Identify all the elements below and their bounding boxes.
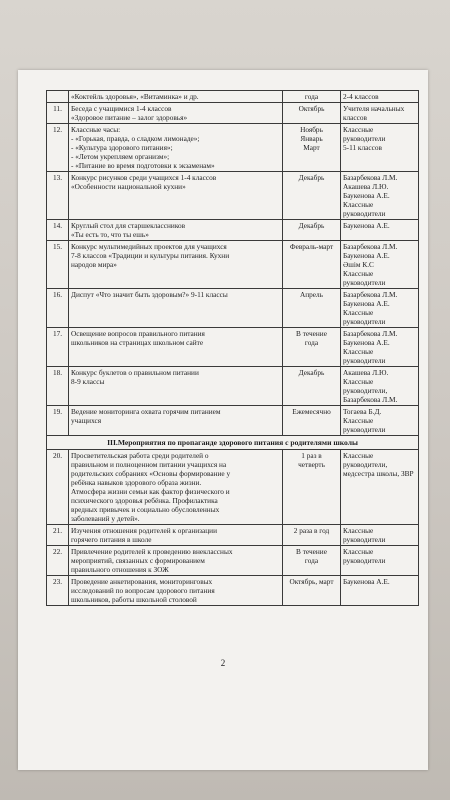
event-cell-line: - «Культура здорового питания»; [71, 143, 173, 152]
responsible-cell-line: Классные руководители [343, 347, 386, 365]
section-row-group [47, 436, 419, 450]
event-cell [69, 124, 283, 172]
date-cell [283, 450, 341, 525]
page-number: 2 [220, 658, 226, 668]
responsible-cell-line: Тогаева Б.Д. [343, 407, 382, 416]
event-cell [69, 328, 283, 367]
responsible-cell-line: Акашева Л.Ю. [343, 368, 389, 377]
row-number: 20. [47, 450, 69, 525]
date-cell [283, 289, 341, 328]
date-cell [283, 220, 341, 241]
date-cell [283, 546, 341, 576]
date-cell-line: 2 раза в год [293, 526, 330, 535]
responsible-cell [341, 241, 419, 289]
date-cell [283, 241, 341, 289]
responsible-cell-line: Классные руководители [343, 125, 386, 143]
date-cell-line: Декабрь [298, 368, 325, 377]
event-cell-line: психического здоровья ребёнка. Профилактика [71, 496, 218, 505]
responsible-cell-line: Классные руководители, [343, 377, 388, 395]
responsible-cell-line: Базарбекова Л.М. [343, 395, 398, 404]
event-cell-line: «Коктейль здоровья», «Витаминка» и др. [71, 92, 199, 101]
event-cell-line: родительских собраниях «Основы формирование у [71, 469, 231, 478]
responsible-cell-line: Базарбекова Л.М. [343, 173, 398, 182]
event-cell [69, 241, 283, 289]
row-number: 23. [47, 576, 69, 606]
responsible-cell [341, 367, 419, 406]
date-cell-line: Декабрь [298, 221, 325, 230]
responsible-cell-line: Классные руководители, [343, 451, 388, 469]
row-number: 12. [47, 124, 69, 172]
date-cell-line: В течение [296, 547, 327, 556]
event-cell-line: Конкурс буклетов о правильном питании [71, 368, 199, 377]
event-cell-line: народов мира» [71, 260, 117, 269]
responsible-cell-line: Классные руководители [343, 200, 386, 218]
event-cell-line: школьников, работы школьной столовой [71, 595, 197, 604]
event-cell-line: - «Питание во время подготовки к экзаменам» [71, 161, 215, 170]
table-row [47, 546, 419, 576]
event-cell [69, 367, 283, 406]
responsible-cell [341, 525, 419, 546]
date-cell-line: года [304, 338, 319, 347]
responsible-cell-line: Баукенова А.Е. [343, 577, 390, 586]
responsible-cell-line: Базарбекова Л.М. [343, 329, 398, 338]
responsible-cell-line: Базарбекова Л.М. [343, 242, 398, 251]
responsible-cell [341, 91, 419, 103]
row-number [47, 91, 69, 103]
event-cell [69, 450, 283, 525]
date-cell [283, 103, 341, 124]
event-cell-line: Изучения отношения родителей к организации [71, 526, 217, 535]
date-cell-line: Март [303, 143, 320, 152]
table-row [47, 576, 419, 606]
date-cell [283, 525, 341, 546]
event-cell-line: Проведение анкетирования, мониторинговых [71, 577, 213, 586]
date-cell-line: четверть [298, 460, 325, 469]
responsible-cell-line: 5-11 классов [343, 143, 382, 152]
table-row [47, 241, 419, 289]
table-row [47, 450, 419, 525]
responsible-cell-line: медсестра школы, ЗВР [343, 469, 414, 478]
event-cell [69, 220, 283, 241]
date-cell-line: Февраль-март [289, 242, 334, 251]
table-row [47, 172, 419, 220]
table-row [47, 406, 419, 436]
responsible-cell-line: руководители [343, 535, 386, 544]
event-cell-line: Конкурс рисунков среди учащихся 1-4 классов [71, 173, 217, 182]
date-cell [283, 576, 341, 606]
responsible-cell-line: Баукенова А.Е. [343, 191, 390, 200]
responsible-cell-line: 2-4 классов [343, 92, 379, 101]
events-rows-lower [47, 450, 419, 606]
table-row [47, 91, 419, 103]
responsible-cell [341, 406, 419, 436]
event-cell-line: вредных привычек и социально обусловленных [71, 505, 220, 514]
responsible-cell-line: Акашева Л.Ю. [343, 182, 389, 191]
responsible-cell [341, 546, 419, 576]
date-cell-line: Декабрь [298, 173, 325, 182]
events-table [46, 90, 419, 606]
event-cell-line: правильного отношения к ЗОЖ [71, 565, 169, 574]
date-cell [283, 328, 341, 367]
date-cell-line: 1 раз в [301, 451, 322, 460]
row-number: 21. [47, 525, 69, 546]
event-cell [69, 172, 283, 220]
event-cell-line: «Особенности национальной кухни» [71, 182, 186, 191]
date-cell [283, 367, 341, 406]
date-cell-line: Январь [300, 134, 323, 143]
row-number: 11. [47, 103, 69, 124]
event-cell [69, 576, 283, 606]
event-cell [69, 406, 283, 436]
event-cell-line: Атмосфера жизни семьи как фактор физического и [71, 487, 230, 496]
date-cell-line: Октябрь [298, 104, 325, 113]
table-row [47, 525, 419, 546]
row-number: 15. [47, 241, 69, 289]
event-cell-line: Привлечение родителей к проведению внеклассных [71, 547, 233, 556]
event-cell-line: исследований по вопросам здорового питания [71, 586, 215, 595]
responsible-cell-line: Классные руководители [343, 308, 386, 326]
event-cell-line: мероприятий, связанных с формированием [71, 556, 205, 565]
table-row [47, 124, 419, 172]
responsible-cell [341, 289, 419, 328]
row-number: 18. [47, 367, 69, 406]
responsible-cell-line: Баукенова А.Е. [343, 299, 390, 308]
date-cell [283, 91, 341, 103]
table-row [47, 220, 419, 241]
table-row [47, 103, 419, 124]
event-cell-line: «Здоровое питание – залог здоровья» [71, 113, 188, 122]
event-cell-line: школьников на страницах школьном сайте [71, 338, 204, 347]
responsible-cell-line: Баукенова А.Е. [343, 338, 390, 347]
row-number: 13. [47, 172, 69, 220]
responsible-cell-line: Учителя начальных [343, 104, 405, 113]
date-cell [283, 124, 341, 172]
event-cell-line: Конкурс мультимедийных проектов для учащихся [71, 242, 227, 251]
row-number: 14. [47, 220, 69, 241]
event-cell-line: Беседа с учащимися 1-4 классов [71, 104, 172, 113]
responsible-cell [341, 576, 419, 606]
responsible-cell-line: классов [343, 113, 367, 122]
event-cell-line: Просветительская работа среди родителей о [71, 451, 209, 460]
responsible-cell-line: Баукенова А.Е. [343, 251, 390, 260]
event-cell-line: 8-9 классы [71, 377, 105, 386]
event-cell-line: - «Горькая, правда, о сладком лимонаде»; [71, 134, 200, 143]
date-cell [283, 406, 341, 436]
date-cell-line: Октябрь, март [289, 577, 334, 586]
events-rows-upper [47, 91, 419, 436]
event-cell-line: Классные часы: [71, 125, 121, 134]
event-cell [69, 289, 283, 328]
section-row [47, 436, 419, 450]
responsible-cell-line: Классные [343, 526, 374, 535]
date-cell [283, 172, 341, 220]
date-cell-line: года [304, 92, 319, 101]
event-cell-line: 7-8 классов «Традиции и культуры питания. Кухни [71, 251, 230, 260]
document-page [18, 70, 428, 770]
event-cell-line: ребёнка навыков здорового образа жизни. [71, 478, 202, 487]
event-cell-line: - «Летом укрепляем организм»; [71, 152, 170, 161]
event-cell-line: Ведение мониторинга охвата горячим питанием [71, 407, 221, 416]
date-cell-line: Ежемесячно [292, 407, 331, 416]
date-cell-line: года [304, 556, 319, 565]
responsible-cell [341, 328, 419, 367]
event-cell-line: Диспут «Что значит быть здоровым?» 9-11 классы [71, 290, 228, 299]
responsible-cell-line: Базарбекова Л.М. [343, 290, 398, 299]
responsible-cell [341, 172, 419, 220]
event-cell-line: Освещение вопросов правильного питания [71, 329, 205, 338]
responsible-cell-line: Классные руководители [343, 269, 386, 287]
section-title: III.Мероприятия по пропаганде здорового питания с родителями школы [47, 436, 419, 450]
date-cell-line: Ноябрь [300, 125, 323, 134]
row-number: 17. [47, 328, 69, 367]
event-cell-line: правильном и полноценном питании учащихся на [71, 460, 227, 469]
responsible-cell [341, 220, 419, 241]
event-cell-line: заболеваний у детей». [71, 514, 140, 523]
responsible-cell-line: Классные руководители [343, 416, 386, 434]
event-cell-line: Круглый стол для старшеклассников [71, 221, 186, 230]
event-cell-line: горячего питания в школе [71, 535, 152, 544]
event-cell [69, 525, 283, 546]
event-cell-line: «Ты есть то, что ты ешь» [71, 230, 149, 239]
table-row [47, 289, 419, 328]
event-cell [69, 546, 283, 576]
date-cell-line: Апрель [299, 290, 324, 299]
responsible-cell [341, 103, 419, 124]
row-number: 22. [47, 546, 69, 576]
table-row [47, 367, 419, 406]
responsible-cell-line: Әшім К.С [343, 260, 374, 269]
event-cell [69, 103, 283, 124]
responsible-cell-line: Баукенова А.Е. [343, 221, 390, 230]
table-row [47, 328, 419, 367]
row-number: 19. [47, 406, 69, 436]
event-cell-line: учащихся [71, 416, 102, 425]
responsible-cell [341, 124, 419, 172]
event-cell [69, 91, 283, 103]
responsible-cell [341, 450, 419, 525]
row-number: 16. [47, 289, 69, 328]
responsible-cell-line: Классные руководители [343, 547, 386, 565]
date-cell-line: В течение [296, 329, 327, 338]
